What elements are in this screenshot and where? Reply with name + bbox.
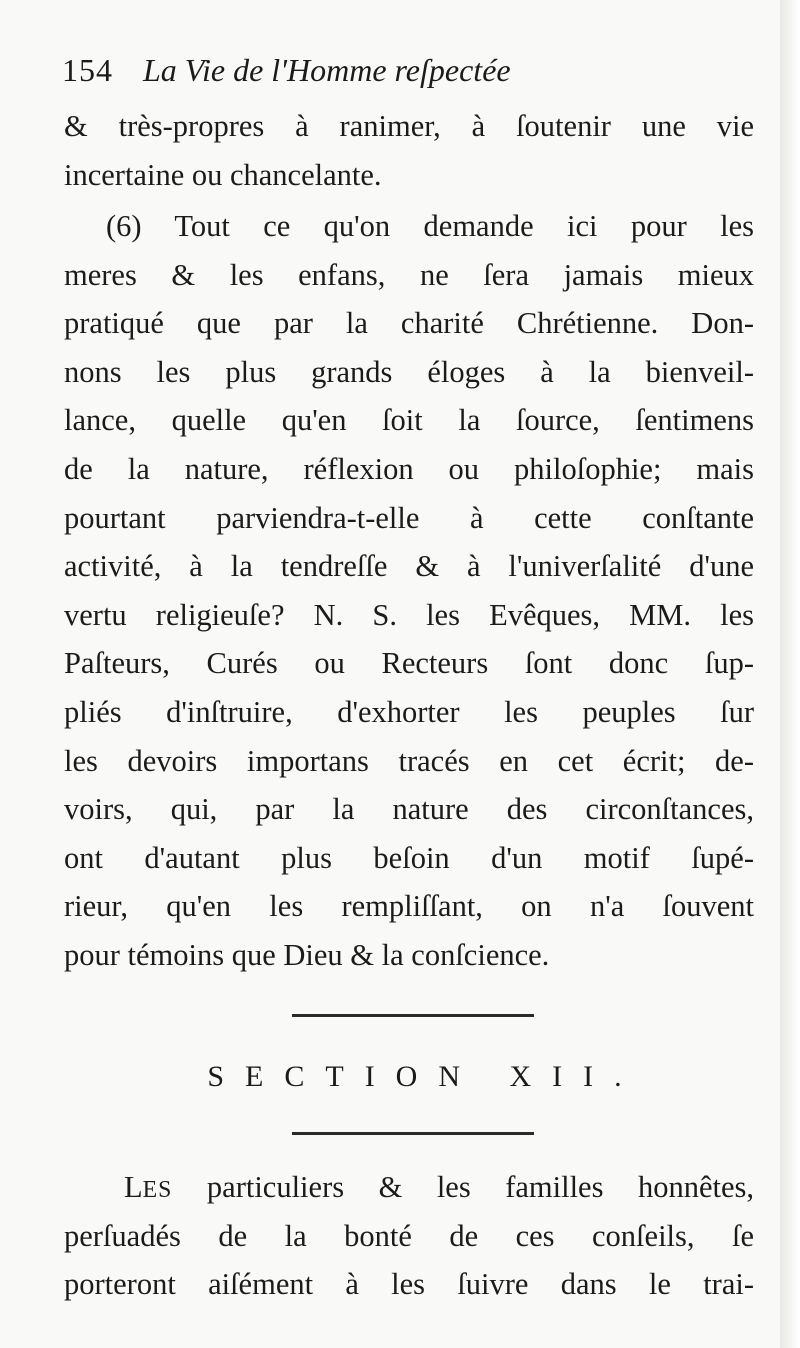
text-line: de la nature, réflexion ou philoſophie; mais	[64, 451, 754, 486]
text-line: activité, à la tendreſſe & à l'univerſalité d'une	[64, 549, 754, 584]
page-header	[62, 42, 511, 98]
page-edge	[780, 0, 800, 1348]
small-caps-word: ES	[142, 1177, 173, 1203]
drop-capital: L	[124, 1170, 143, 1204]
section-rule-bottom	[292, 1132, 534, 1135]
text-line: lance, quelle qu'en ſoit la ſource, ſentimens	[64, 403, 754, 438]
text-line: voirs, qui, par la nature des circonſtances,	[64, 792, 754, 827]
note-paragraph	[64, 202, 754, 980]
text-line: vertu religieuſe? N. S. les Evêques, MM. les	[64, 597, 754, 632]
text-line: nons les plus grands éloges à la bienveil-	[64, 354, 754, 389]
text-line-rest: particuliers & les familles honnêtes,	[172, 1170, 754, 1204]
text-line: perſuadés de la bonté de ces conſeils, ſe	[64, 1218, 754, 1253]
text-line: pratiqué que par la charité Chrétienne. Don-	[64, 306, 754, 341]
text-line: les devoirs importans tracés en cet écrit; de-	[64, 743, 754, 778]
text-line: (6) Tout ce qu'on demande ici pour les	[106, 209, 754, 243]
section-heading: SECTION XII.	[207, 1060, 643, 1093]
text-line: ont d'autant plus beſoin d'un motif ſupé-	[64, 840, 754, 875]
text-line: porteront aiſément à les ſuivre dans le trai-	[64, 1267, 754, 1302]
text-line: meres & les enfans, ne ſera jamais mieux	[64, 257, 754, 292]
text-line: & très-propres à ranimer, à ſoutenir une vie	[64, 109, 754, 143]
text-line: pour témoins que Dieu & la conſcience.	[64, 937, 550, 972]
text-line	[64, 1163, 754, 1212]
continuation-paragraph	[64, 102, 754, 199]
text-line: rieur, qu'en les rempliſſant, on n'a ſouvent	[64, 889, 754, 924]
text-line: Paſteurs, Curés ou Recteurs ſont donc ſup-	[64, 646, 754, 681]
section-paragraph	[64, 1163, 754, 1309]
text-line: pourtant parviendra-t-elle à cette conſtante	[64, 500, 754, 535]
running-title: La Vie de l'Homme reſpectée	[143, 52, 511, 88]
text-line: pliés d'inſtruire, d'exhorter les peuples ſur	[64, 694, 754, 729]
page-number: 154	[62, 52, 113, 88]
text-line: incertaine ou chancelante.	[64, 157, 382, 192]
section-rule-top	[292, 1014, 534, 1017]
